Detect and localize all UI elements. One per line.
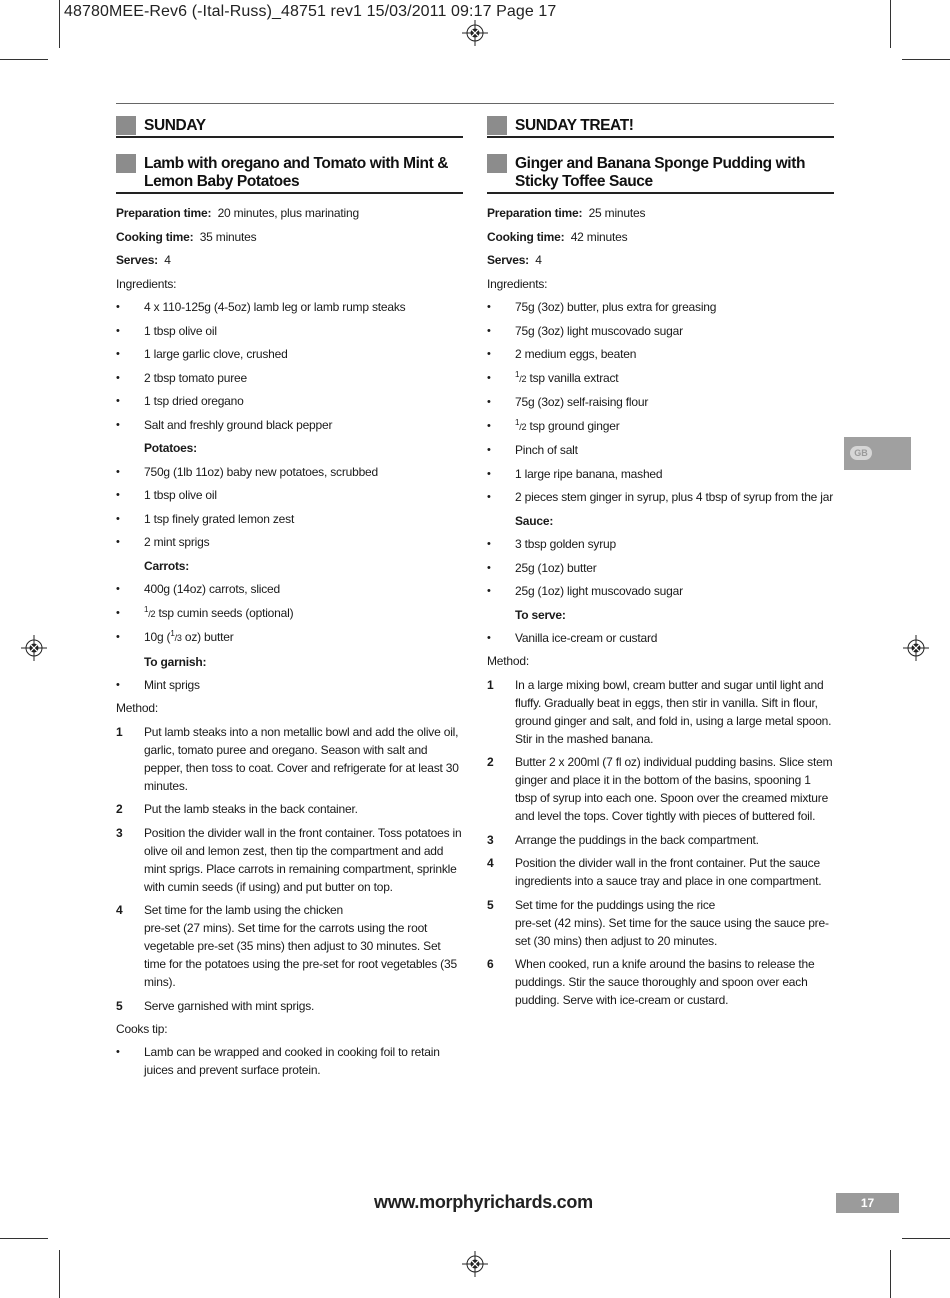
- recipe-title: Lamb with oregano and Tomato with Mint & Lemon Baby Potatoes: [144, 155, 449, 190]
- section-heading: [116, 112, 463, 138]
- serves-value: 4: [164, 253, 171, 267]
- crop-mark: [890, 0, 891, 48]
- step-number: 2: [116, 802, 123, 816]
- list-item: • 400g (14oz) carrots, sliced: [116, 582, 280, 596]
- list-item-text: $^1$/2 tsp ground ginger: [515, 417, 620, 433]
- method-step: [487, 955, 834, 1009]
- step-number: 2: [487, 755, 494, 769]
- bullet-icon: •: [487, 538, 491, 550]
- bullet-icon: •: [116, 418, 120, 431]
- registration-mark-icon: [462, 1251, 488, 1277]
- step-number: 4: [116, 903, 123, 917]
- step-text: Put lamb steaks into a non metallic bowl and add the olive oil, garlic, tomato puree and oregano. Season with salt and pepper, then toss to coat. Cover and refrigerate for at least 30 minutes.: [144, 724, 459, 793]
- fraction-numerator: 1: [144, 604, 149, 614]
- bullet-icon: •: [116, 395, 120, 407]
- step-text: Position the divider wall in the front container. Put the sauce ingredients into a sauce tray and place in one compartment.: [515, 856, 822, 888]
- step-number: 1: [487, 677, 494, 692]
- list-item: [116, 604, 463, 623]
- sauce-heading: Sauce:: [515, 513, 554, 528]
- bullet-icon: •: [116, 536, 120, 548]
- recipe-heading: [487, 150, 834, 194]
- step-text: In a large mixing bowl, cream butter and sugar until light and fluffy. Gradually beat in eggs, then stir in vanilla. Sift in flour, ground ginger and salt, and fold in, using a large metal spoon. Stir in the mashed banana.: [515, 677, 832, 746]
- cook-label: Cooking time:: [487, 229, 565, 244]
- list-item: • 2 tbsp tomato puree: [116, 370, 247, 385]
- garnish-heading: To garnish:: [144, 654, 207, 669]
- list-item: • 2 mint sprigs: [116, 535, 210, 549]
- prep-label: Preparation time:: [487, 206, 583, 220]
- page-number: 17: [836, 1193, 899, 1213]
- bullet-icon: •: [487, 419, 491, 432]
- step-text: Position the divider wall in the front container. Toss potatoes in olive oil and lemon zest, then tip the compartment and add mint sprigs. Place carrots in remaining compartment, sprinkle with cumin seeds (if using) and put butter on top.: [144, 825, 462, 894]
- heading-marker: [487, 154, 507, 173]
- left-column: [116, 112, 463, 1079]
- method-step: [487, 753, 834, 825]
- fraction-numerator: 1: [515, 369, 520, 379]
- step-text: Set time for the puddings using the rice pre-set (42 mins). Set time for the sauce using the sauce pre-set (30 mins) then adjust to 20 minutes.: [515, 897, 829, 948]
- bullet-icon: •: [487, 491, 491, 503]
- language-badge: GB: [850, 446, 872, 460]
- method-step: [116, 824, 463, 896]
- list-item: • 1 tbsp olive oil: [116, 323, 217, 338]
- bullet-icon: •: [116, 324, 120, 337]
- bullet-icon: •: [116, 348, 120, 360]
- heading-marker: [487, 116, 507, 135]
- method-heading: Method:: [487, 654, 529, 668]
- registration-mark-icon: [903, 635, 929, 661]
- heading-marker: [116, 154, 136, 173]
- list-item: • 75g (3oz) light muscovado sugar: [487, 323, 683, 338]
- method-step: [116, 901, 463, 991]
- language-tab: [844, 437, 911, 470]
- right-column: [487, 112, 834, 1009]
- recipe-title: Ginger and Banana Sponge Pudding with Sticky Toffee Sauce: [515, 155, 806, 190]
- list-item: • Mint sprigs: [116, 678, 200, 692]
- fraction-numerator: 1: [515, 417, 520, 427]
- list-item: • 1 tbsp olive oil: [116, 488, 217, 502]
- serves-value: 4: [535, 253, 542, 267]
- step-number: 3: [116, 825, 123, 840]
- step-number: 4: [487, 856, 494, 870]
- bullet-icon: •: [116, 679, 120, 691]
- step-number: 5: [116, 998, 123, 1013]
- crop-mark: [890, 1250, 891, 1298]
- prep-value: 20 minutes, plus marinating: [217, 206, 359, 220]
- bullet-icon: •: [487, 561, 491, 574]
- list-item: • 25g (1oz) light muscovado sugar: [487, 584, 683, 598]
- bullet-icon: •: [116, 465, 120, 478]
- section-title: SUNDAY: [144, 117, 206, 134]
- method-step: [487, 676, 834, 748]
- crop-mark: [59, 0, 60, 48]
- prep-value: 25 minutes: [588, 206, 646, 220]
- bullet-icon: •: [487, 396, 491, 408]
- fraction-denominator: /2: [148, 608, 156, 619]
- bullet-icon: •: [116, 489, 120, 501]
- prep-label: Preparation time:: [116, 206, 212, 220]
- serve-heading: To serve:: [515, 607, 566, 622]
- prep-time: [116, 204, 463, 222]
- method-heading: Method:: [116, 701, 158, 715]
- list-item: [116, 628, 463, 647]
- top-rule: [116, 103, 834, 104]
- list-item: • Vanilla ice-cream or custard: [487, 631, 658, 645]
- bullet-icon: •: [487, 371, 491, 384]
- list-item: [487, 369, 834, 388]
- list-item: [487, 417, 834, 436]
- list-item: • 1 tsp dried oregano: [116, 394, 244, 408]
- crop-mark: [902, 59, 950, 60]
- section-title: SUNDAY TREAT!: [515, 117, 634, 134]
- step-text: Put the lamb steaks in the back container.: [144, 802, 358, 816]
- cook-time: [116, 228, 463, 246]
- cook-label: Cooking time:: [116, 229, 194, 244]
- footer-website: www.morphyrichards.com: [374, 1192, 593, 1212]
- list-item: • 25g (1oz) butter: [487, 560, 597, 575]
- bullet-icon: •: [116, 583, 120, 595]
- bullet-icon: •: [116, 1046, 120, 1058]
- method-step: [487, 854, 834, 890]
- list-item: • 4 x 110-125g (4-5oz) lamb leg or lamb rump steaks: [116, 300, 406, 314]
- print-slug: 48780MEE-Rev6 (-Ital-Russ)_48751 rev1 15/03/2011 09:17 Page 17: [64, 3, 557, 20]
- fraction-denominator: /3: [174, 633, 182, 643]
- carrots-heading: Carrots:: [144, 558, 190, 573]
- step-text: When cooked, run a knife around the basins to release the puddings. Stir the sauce thoroughly and spoon over each pudding. Serve with ice-cream or custard.: [515, 957, 815, 1007]
- step-text: Butter 2 x 200ml (7 fl oz) individual pudding basins. Slice stem ginger and place it in the bottom of the basins, spooning 1 tbsp of syrup into each one. Spoon over the creamed mixture and level the tops. Cover tightly with pieces of buttered foil.: [515, 755, 833, 823]
- step-number: 5: [487, 897, 494, 912]
- list-item: • 75g (3oz) self-raising flour: [487, 395, 649, 409]
- step-number: 6: [487, 957, 494, 971]
- step-text: Set time for the lamb using the chicken pre-set (27 mins). Set time for the carrots using the root vegetable pre-set (35 mins) then adjust to 30 minutes. Set time for the potatoes using the pre-set for root vegetables (35 mins).: [144, 903, 457, 989]
- step-number: 1: [116, 724, 123, 739]
- recipe-heading: [116, 150, 463, 194]
- bullet-icon: •: [116, 512, 120, 525]
- method-step: [116, 723, 463, 795]
- list-item: • 2 medium eggs, beaten: [487, 347, 637, 361]
- bullet-icon: •: [487, 348, 491, 360]
- bullet-icon: •: [116, 301, 120, 313]
- registration-mark-icon: [462, 20, 488, 46]
- crop-mark: [0, 59, 48, 60]
- method-step: [116, 800, 463, 818]
- bullet-icon: •: [487, 585, 491, 597]
- list-item: • 750g (1lb 11oz) baby new potatoes, scrubbed: [116, 464, 379, 479]
- serves-label: Serves:: [116, 253, 158, 267]
- crop-mark: [59, 1250, 60, 1298]
- crop-mark: [902, 1238, 950, 1239]
- bullet-icon: •: [487, 632, 491, 644]
- list-item: • Salt and freshly ground black pepper: [116, 417, 333, 432]
- method-step: [487, 831, 834, 849]
- list-item: • 1 tsp finely grated lemon zest: [116, 511, 295, 526]
- fraction-numerator: 1: [170, 629, 175, 638]
- cook-time: [487, 228, 834, 246]
- section-heading: [487, 112, 834, 138]
- serves: [487, 251, 834, 269]
- ingredients-heading: Ingredients:: [116, 276, 177, 291]
- list-item: • 1 large garlic clove, crushed: [116, 347, 288, 361]
- ingredients-heading: Ingredients:: [487, 276, 548, 291]
- bullet-icon: •: [116, 631, 120, 643]
- list-item-text: $^1$/2 tsp vanilla extract: [515, 369, 619, 385]
- cook-value: 42 minutes: [570, 229, 628, 244]
- fraction-denominator: /2: [519, 421, 527, 432]
- serves: [116, 251, 463, 269]
- step-text: Arrange the puddings in the back compartment.: [515, 832, 759, 847]
- registration-mark-icon: [21, 635, 47, 661]
- method-step: [487, 896, 834, 950]
- list-item: • Pinch of salt: [487, 443, 578, 457]
- bullet-icon: •: [487, 467, 491, 480]
- list-item-text: $^1$/2 tsp cumin seeds (optional): [144, 604, 294, 620]
- bullet-icon: •: [116, 371, 120, 384]
- crop-mark: [0, 1238, 48, 1239]
- bullet-icon: •: [487, 324, 491, 337]
- list-item: • Lamb can be wrapped and cooked in cooking foil to retain juices and prevent surface protein.: [116, 1045, 440, 1077]
- bullet-icon: •: [487, 301, 491, 313]
- fraction-denominator: /2: [519, 373, 527, 384]
- list-item-text: 10g ($^1$/3 oz) butter: [144, 629, 234, 644]
- serves-label: Serves:: [487, 253, 529, 267]
- potatoes-heading: Potatoes:: [144, 441, 197, 455]
- step-number: 3: [487, 832, 494, 847]
- cooks-tip-heading: Cooks tip:: [116, 1021, 168, 1036]
- list-item: • 2 pieces stem ginger in syrup, plus 4 tbsp of syrup from the jar: [487, 490, 834, 504]
- heading-marker: [116, 116, 136, 135]
- bullet-icon: •: [116, 606, 120, 619]
- list-item: • 1 large ripe banana, mashed: [487, 466, 663, 481]
- step-text: Serve garnished with mint sprigs.: [144, 998, 315, 1013]
- list-item: • 3 tbsp golden syrup: [487, 537, 616, 551]
- bullet-icon: •: [487, 444, 491, 456]
- cook-value: 35 minutes: [199, 229, 257, 244]
- list-item: • 75g (3oz) butter, plus extra for greasing: [487, 300, 717, 314]
- prep-time: [487, 204, 834, 222]
- method-step: [116, 997, 463, 1015]
